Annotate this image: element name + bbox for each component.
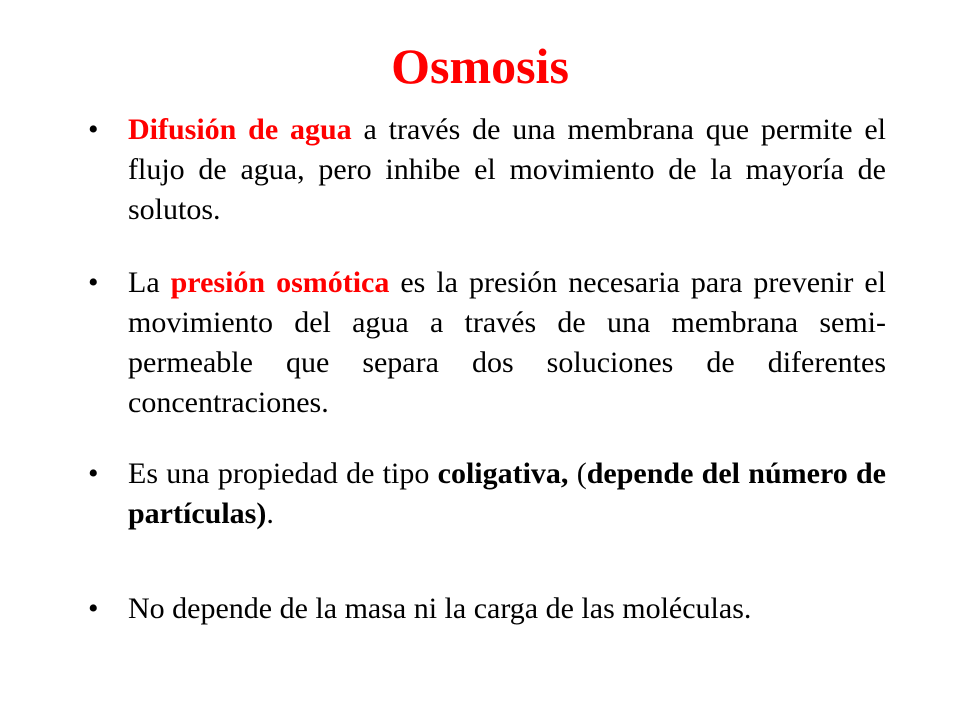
text-segment: ( <box>568 457 587 490</box>
text-segment: No depende de la masa ni la carga de las moléculas. <box>128 592 752 625</box>
bullet-item-coligativa <box>88 454 886 534</box>
bold-term: coligativa, <box>437 457 569 490</box>
bold-term: depende del número de partículas) <box>128 457 886 530</box>
bullet-text <box>128 454 886 534</box>
bullet-item-presion-osmotica <box>88 263 886 423</box>
text-segment: La <box>128 266 171 299</box>
bullet-marker: • <box>88 457 99 490</box>
highlight-term: Difusión de agua <box>128 113 352 146</box>
bullet-marker: • <box>88 592 99 625</box>
bullet-item-masa-carga <box>88 589 886 629</box>
text-segment: Es una propiedad de tipo <box>128 457 438 490</box>
text-segment: . <box>266 497 274 530</box>
slide-title: Osmosis <box>391 38 569 94</box>
bullet-text <box>128 589 886 629</box>
bullet-text <box>128 263 886 423</box>
bullet-marker: • <box>88 266 99 299</box>
bullet-item-difusion <box>88 110 886 230</box>
bullet-text <box>128 110 886 230</box>
highlight-term: presión osmótica <box>170 266 390 299</box>
text-segment: es la presión necesaria para prevenir el movimiento del agua a través de una membrana semi-permeable que separa dos soluciones de diferentes concentraciones. <box>128 266 886 419</box>
bullet-marker: • <box>88 113 99 146</box>
text-segment: a través de una membrana que permite el flujo de agua, pero inhibe el movimiento de la mayoría de solutos. <box>128 113 886 226</box>
